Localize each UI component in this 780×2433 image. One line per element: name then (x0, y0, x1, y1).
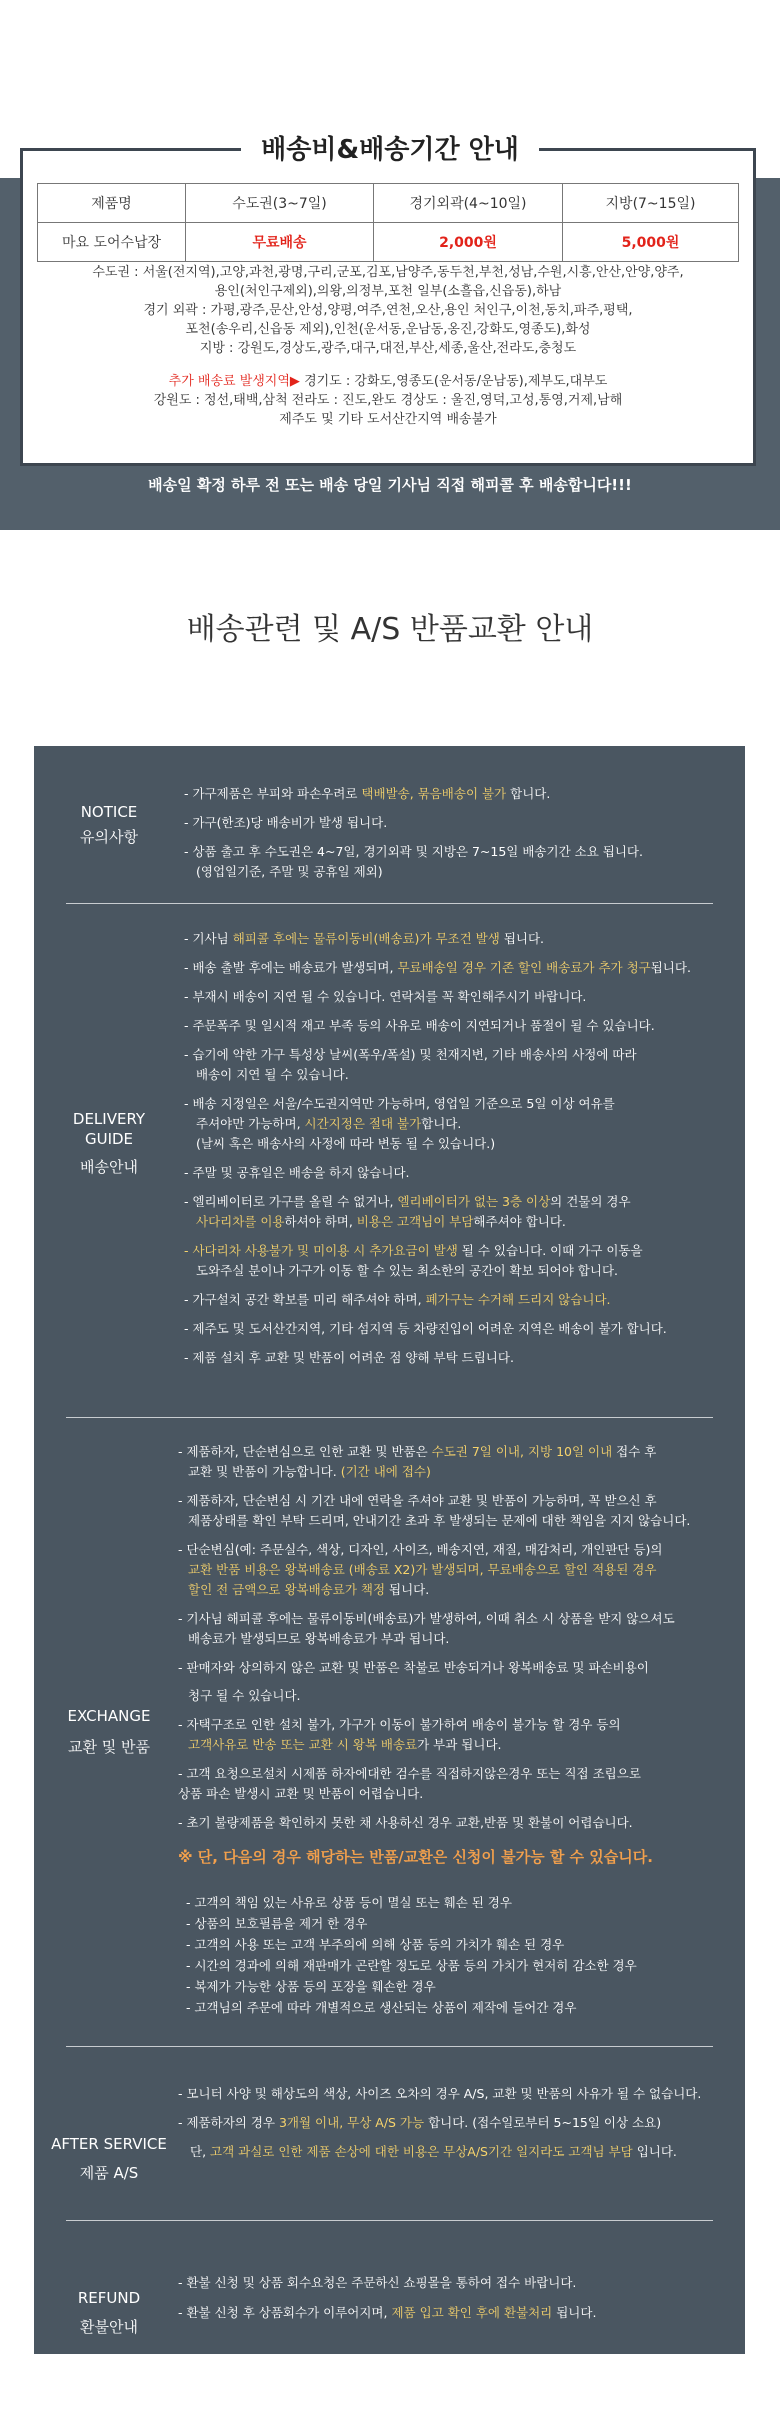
list-item (178, 1490, 728, 1511)
body-text: - 가구(한조)당 배송비가 발생 됩니다. (184, 815, 388, 830)
shipping-title: 배송비&배송기간 안내 (241, 130, 539, 170)
header-province: 지방(7~15일) (563, 184, 739, 223)
list-item (188, 1559, 738, 1580)
table-header-row (38, 184, 739, 223)
region-description (33, 263, 743, 429)
refund-label-ko: 환불안내 (80, 2318, 138, 2336)
header-product: 제품명 (38, 184, 186, 223)
body-text: (영업일기준, 주말 및 공휴일 제외) (196, 864, 383, 879)
capital-fee: 무료배송 (186, 223, 374, 262)
section-divider (66, 903, 713, 904)
body-text: 접수 후 (612, 1444, 657, 1459)
province-fee: 5,000원 (563, 223, 739, 262)
as-label (34, 2132, 184, 2186)
notice-label-ko: 유의사항 (80, 828, 138, 846)
body-text: 가 부과 됩니다. (417, 1737, 502, 1752)
list-item (196, 861, 746, 882)
refund-label-en: REFUND (77, 2289, 141, 2307)
list-item (178, 1539, 728, 1560)
highlight-text: 사다리차를 이용 (196, 1214, 285, 1229)
delivery-label-ko: 배송안내 (80, 1158, 138, 1176)
list-item (184, 1015, 734, 1036)
header-capital: 수도권(3~7일) (186, 184, 374, 223)
list-item (178, 1441, 728, 1462)
body-text: - 모니터 사양 및 해상도의 색상, 사이즈 오차의 경우 A/S, 교환 및 반품의 사유가 될 수 없습니다. (178, 2086, 702, 2101)
body-text: 교환 및 반품이 가능합니다. (188, 1464, 341, 1479)
body-text: 청구 될 수 있습니다. (188, 1688, 301, 1703)
body-text: - 엘리베이터로 가구를 올릴 수 없거나, (184, 1194, 398, 1209)
list-item (184, 783, 734, 804)
body-text: - 복제가 가능한 상품 등의 포장을 훼손한 경우 (186, 1979, 436, 1994)
list-item (184, 928, 734, 949)
body-text: 도와주실 분이나 가구가 이동 할 수 있는 최소한의 공간이 확보 되어야 합니다. (196, 1263, 619, 1278)
highlight-text: 폐가구는 수거해 드리지 않습니다. (425, 1292, 611, 1307)
body-text: - 습기에 약한 가구 특성상 날씨(폭우/폭설) 및 천재지변, 기타 배송사의 사정에 따라 (184, 1047, 637, 1062)
section-divider (66, 2046, 713, 2047)
list-item (184, 1162, 734, 1183)
delivery-label-en: DELIVERY (72, 1110, 146, 1128)
list-item (186, 1913, 736, 1934)
list-item (186, 1955, 736, 1976)
gyeonggi-fee: 2,000원 (374, 223, 563, 262)
list-item (184, 957, 734, 978)
body-text: 될 수 있습니다. 이때 가구 이동을 (457, 1243, 643, 1258)
body-text: - 단순변심(예: 주문실수, 색상, 디자인, 사이즈, 배송지연, 재질, 매감처리, 개인판단 등)의 (178, 1542, 663, 1557)
highlight-text: 엘리베이터가 없는 3층 이상 (397, 1194, 551, 1209)
body-text: 주셔야만 가능하며, (196, 1116, 305, 1131)
exchange-label-en: EXCHANGE (67, 1707, 151, 1725)
body-text: - 고객의 사용 또는 고객 부주의에 의해 상품 등의 가치가 훼손 된 경우 (186, 1937, 565, 1952)
list-item (186, 1997, 736, 2018)
body-text: - 고객의 책임 있는 사유로 상품 등이 멸실 또는 훼손 된 경우 (186, 1895, 512, 1910)
body-text: - 기사님 해피콜 후에는 물류이동비(배송료)가 발생하여, 이때 취소 시 상품을 받지 않으셔도 (178, 1611, 675, 1626)
region-line: 수도권 : 서울(전지역),고양,과천,광명,구리,군포,김포,남양주,동두천,부천,성남,수원,시흥,안산,안양,양주, (92, 265, 684, 280)
body-text: - 초기 불량제품을 확인하지 못한 채 사용하신 경우 교환,반품 및 환불이 어렵습니다. (178, 1815, 633, 1830)
body-text: 상품 파손 발생시 교환 및 반품이 어렵습니다. (178, 1786, 424, 1801)
body-text: 됩니다. (499, 931, 545, 946)
highlight-text: (기간 내에 접수) (340, 1464, 431, 1479)
list-item (178, 1763, 728, 1784)
highlight-text: 비용은 고객님이 부담 (356, 1214, 474, 1229)
list-item (188, 1628, 738, 1649)
body-text: - 상품 출고 후 수도권은 4~7일, 경기외곽 및 지방은 7~15일 배송기간 소요 됩니다. (184, 844, 643, 859)
list-item (178, 1714, 728, 1735)
list-item (184, 812, 734, 833)
body-text: - 자택구조로 인한 설치 불가, 가구가 이동이 불가하여 배송이 불가능 할 경우 등의 (178, 1717, 621, 1732)
header-gyeonggi: 경기외곽(4~10일) (374, 184, 563, 223)
product-name: 마요 도어수납장 (38, 223, 186, 262)
extra-fee-line: 제주도 및 기타 도서산간지역 배송불가 (279, 412, 497, 427)
region-line: 지방 : 강원도,경상도,광주,대구,대전,부산,세종,울산,전라도,충청도 (199, 341, 577, 356)
body-text: - 부재시 배송이 지연 될 수 있습니다. 연락처를 꼭 확인해주시기 바랍니다. (184, 989, 587, 1004)
list-item (190, 2141, 740, 2162)
body-text: 의 건물의 경우 (550, 1194, 631, 1209)
delivery-notice: 배송일 확정 하루 전 또는 배송 당일 기사님 직접 해피콜 후 배송합니다!!! (148, 476, 632, 494)
delivery-label (34, 1109, 184, 1180)
highlight-text: ※ 단, 다음의 경우 해당하는 반품/교환은 신청이 불가능 할 수 있습니다. (178, 1848, 653, 1866)
body-text: - 주말 및 공휴일은 배송을 하지 않습니다. (184, 1165, 410, 1180)
highlight-text: 3개월 이내, 무상 A/S 가능 (278, 2115, 425, 2130)
body-text: 배송이 지연 될 수 있습니다. (196, 1067, 349, 1082)
region-line: 용인(처인구제외),의왕,의정부,포천 일부(소흘읍,신읍동),하남 (214, 284, 562, 299)
highlight-text: 택배발송, 묶음배송이 불가 (361, 786, 507, 801)
list-item (184, 1240, 734, 1261)
list-item (178, 2083, 738, 2104)
body-text: - 제품하자의 경우 (178, 2115, 279, 2130)
body-text: - 기사님 (184, 931, 233, 946)
body-text: 제품상태를 확인 부탁 드리며, 안내기간 초과 후 발생되는 문제에 대한 책임을 지지 않습니다. (188, 1513, 691, 1528)
body-text: 합니다. (421, 1116, 462, 1131)
body-text: - 환불 신청 후 상품회수가 이루어지며, (178, 2305, 392, 2320)
list-item (186, 1934, 736, 1955)
page-title: 배송관련 및 A/S 반품교환 안내 (186, 612, 594, 647)
body-text: - 고객님의 주문에 따라 개별적으로 생산되는 상품이 제작에 들어간 경우 (186, 2000, 577, 2015)
body-text: - 가구제품은 부피와 파손우려로 (184, 786, 362, 801)
region-line: 경기 외곽 : 가평,광주,문산,안성,양평,여주,연천,오산,용인 처인구,이천,동치,파주,평택, (143, 303, 633, 318)
highlight-text: 고객사유로 반송 또는 교환 시 왕복 배송료 (188, 1737, 418, 1752)
exception-note (178, 1847, 738, 1868)
list-item (196, 1133, 746, 1154)
body-text: - 판매자와 상의하지 않은 교환 및 반품은 착불로 반송되거나 왕복배송료 및 파손비용이 (178, 1660, 649, 1675)
body-text: - 고객 요청으로설치 시제품 하자에대한 검수를 직접하지않은경우 또는 직접 조립으로 (178, 1766, 641, 1781)
list-item (184, 1093, 734, 1114)
extra-fee-line (33, 372, 743, 391)
body-text: - 제품하자, 단순변심 시 기간 내에 연락을 주셔야 교환 및 반품이 가능하며, 꼭 받으신 후 (178, 1493, 657, 1508)
list-item (186, 1976, 736, 1997)
highlight-text: 시간지정은 절대 불가 (304, 1116, 422, 1131)
list-item (178, 2302, 728, 2323)
delivery-label-en-2: GUIDE (84, 1130, 134, 1148)
body-text: - 시간의 경과에 의해 재판매가 곤란할 정도로 상품 등의 가치가 현저히 감소한 경우 (186, 1958, 637, 1973)
shipping-cost-box (20, 148, 756, 466)
highlight-text: 교환 반품 비용은 왕복배송료 (배송료 X2)가 발생되며, 무료배송으로 할인 적용된 경우 (188, 1562, 657, 1577)
highlight-text: 수도권 7일 이내, 지방 10일 이내 (431, 1444, 613, 1459)
notice-label (34, 800, 184, 850)
list-item (186, 1892, 736, 1913)
highlight-text: - 사다리차 사용불가 및 미이용 시 추가요금이 발생 (184, 1243, 458, 1258)
list-item (184, 1289, 734, 1310)
list-item (178, 2272, 728, 2293)
shipping-cost-table (37, 183, 739, 262)
refund-label (34, 2286, 184, 2340)
body-text: - 상품의 보호필름을 제거 한 경우 (186, 1916, 368, 1931)
highlight-text: 제품 입고 확인 후에 환불처리 (391, 2305, 553, 2320)
body-text: 해주셔야 합니다. (473, 1214, 566, 1229)
list-item (184, 1318, 734, 1339)
body-text: - 주문폭주 및 일시적 재고 부족 등의 사유로 배송이 지연되거나 품절이 될 수 있습니다. (184, 1018, 655, 1033)
exchange-label (34, 1704, 184, 1760)
body-text: - 가구설치 공간 확보를 미리 해주셔야 하며, (184, 1292, 426, 1307)
body-text: 단, (190, 2144, 211, 2159)
exchange-label-ko: 교환 및 반품 (68, 1738, 150, 1756)
notice-label-en: NOTICE (80, 803, 138, 821)
list-item (178, 2112, 738, 2133)
list-item (178, 1783, 728, 1804)
list-item (196, 1064, 746, 1085)
body-text: 입니다. (632, 2144, 677, 2159)
highlight-text: 해피콜 후에는 물류이동비(배송료)가 무조건 발생 (232, 931, 500, 946)
body-text: - 제품하자, 단순변심으로 인한 교환 및 반품은 (178, 1444, 432, 1459)
list-item (178, 1608, 728, 1629)
table-row (38, 223, 739, 262)
extra-fee-label: 추가 배송료 발생지역▶ (168, 374, 300, 389)
highlight-text: 고객 과실로 인한 제품 손상에 대한 비용은 무상A/S기간 일지라도 고객님 부담 (210, 2144, 633, 2159)
body-text: 됩니다. (385, 1582, 430, 1597)
as-label-ko: 제품 A/S (79, 2164, 139, 2182)
list-item (184, 986, 734, 1007)
list-item (188, 1461, 738, 1482)
body-text: 합니다. (506, 786, 551, 801)
body-text: - 배송 지정일은 서울/수도권지역만 가능하며, 영업일 기준으로 5일 이상 여유를 (184, 1096, 615, 1111)
list-item (188, 1734, 738, 1755)
body-text: - 환불 신청 및 상품 회수요청은 주문하신 쇼핑몰을 통하여 접수 바랍니다. (178, 2275, 577, 2290)
list-item (188, 1579, 738, 1600)
highlight-text: 무료배송일 경우 기존 할인 배송료가 추가 청구 (397, 960, 651, 975)
body-text: - 제품 설치 후 교환 및 반품이 어려운 점 양해 부탁 드립니다. (184, 1350, 514, 1365)
list-item (188, 1510, 738, 1531)
body-text: 됩니다. (552, 2305, 597, 2320)
body-text: - 배송 출발 후에는 배송료가 발생되며, (184, 960, 398, 975)
list-item (184, 1347, 734, 1368)
list-item (196, 1113, 746, 1134)
shipping-title-wrap (0, 130, 780, 170)
list-item (178, 1657, 728, 1678)
list-item (184, 1044, 734, 1065)
section-divider (66, 2220, 713, 2221)
info-panel (34, 746, 745, 2354)
list-item (188, 1685, 738, 1706)
section-divider (66, 1417, 713, 1418)
body-text: 배송료가 발생되므로 왕복배송료가 부과 됩니다. (188, 1631, 450, 1646)
body-text: 됩니다. (650, 960, 691, 975)
as-label-en: AFTER SERVICE (51, 2135, 167, 2153)
extra-fee-line: 강원도 : 정선,태백,삼척 전라도 : 진도,완도 경상도 : 울진,영덕,고성,통영,거제,남해 (153, 393, 623, 408)
body-text: - 제주도 및 도서산간지역, 기타 섬지역 등 차량진입이 어려운 지역은 배송이 불가 합니다. (184, 1321, 667, 1336)
body-text: (날씨 혹은 배송사의 사정에 따라 변동 될 수 있습니다.) (196, 1136, 496, 1151)
extra-fee-region: 경기도 : 강화도,영종도(운서동/운남동),제부도,대부도 (299, 374, 608, 389)
body-text: 합니다. (접수일로부터 5~15일 이상 소요) (424, 2115, 662, 2130)
region-line: 포천(송우리,신읍동 제외),인천(운서동,운남동,옹진,강화도,영종도),화성 (185, 322, 591, 337)
highlight-text: 할인 전 금액으로 왕복배송료가 책정 (188, 1582, 386, 1597)
list-item (178, 1812, 728, 1833)
list-item (184, 1191, 734, 1212)
list-item (196, 1211, 746, 1232)
list-item (196, 1260, 746, 1281)
list-item (184, 841, 734, 862)
body-text: 하셔야 하며, (284, 1214, 357, 1229)
